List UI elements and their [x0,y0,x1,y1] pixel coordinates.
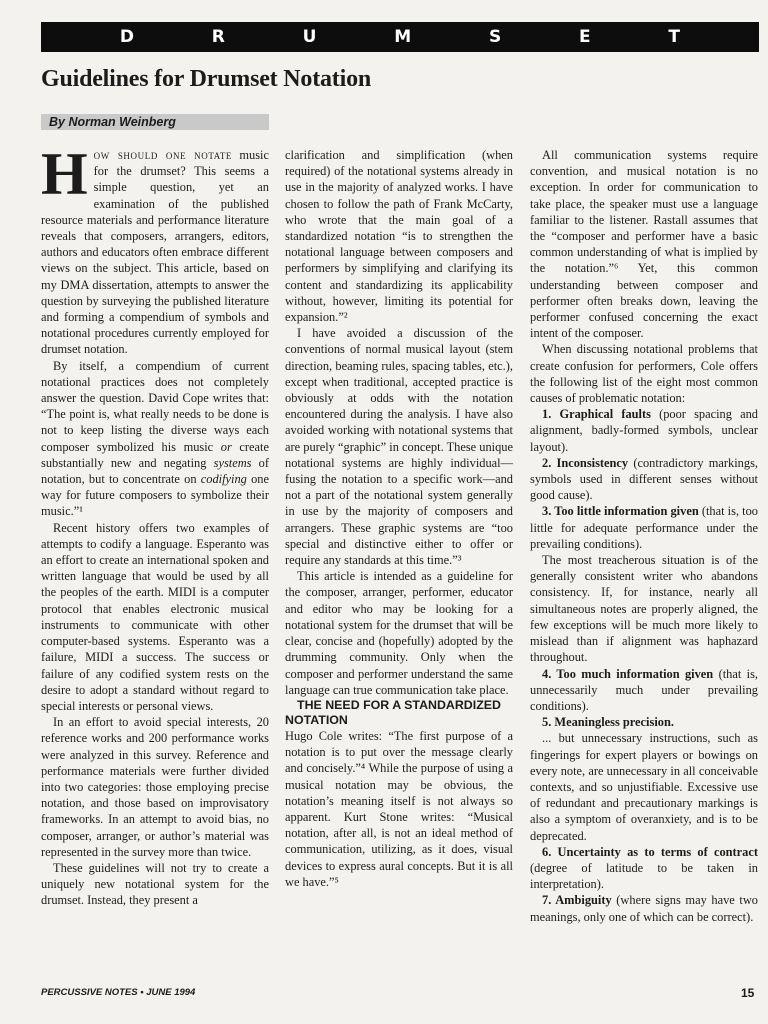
paragraph: This article is intended as a guideline for the composer, arranger, performer, educator and editor who may be looking for a notational system for the drumset that will be clear, concise and (hopefully) adopted by the drumming community. Only when the composer and performer understand the same language can true communication take place. [285,569,513,697]
list-item [530,844,758,893]
column-1 [41,141,270,909]
list-item-head: 7. Ambiguity [542,893,612,908]
section-banner [41,22,759,52]
footer-publication: PERCUSSIVE NOTES • JUNE 1994 [41,987,196,998]
list-item-head: 2. Inconsistency [542,455,629,470]
banner-letter: D [119,27,135,47]
paragraph [41,141,269,358]
emphasis: or [220,439,232,454]
page-number: 15 [741,986,755,1000]
column-2 [285,147,513,890]
paragraph-text: create substantially new and negating [41,439,269,470]
list-item [530,455,758,504]
emphasis: systems [213,455,252,470]
banner-letter: S [488,27,502,47]
list-item [530,714,758,730]
banner-letter: R [211,27,225,47]
list-item-text: (contradictory markings, symbols used in different senses without good cause). [530,455,758,503]
list-item-text: (that is, too little for adequate performance under the prevailing conditions). [530,504,758,551]
list-item-text: (that is, unnecessarily much under prevailing conditions). [530,666,758,713]
paragraph-text: By itself, a compendium of current notational practices does not completely answer the question. David Cope writes that: “The point is, what really needs to be done is not to keep listing the diverse ways each composer symbolized his music [41,358,269,454]
list-item-text: (poor spacing and alignment, badly-formed symbols, unclear layout). [530,407,758,454]
banner-letter: M [394,27,412,47]
list-item [530,892,758,924]
paragraph: Hugo Cole writes: “The first purpose of a notation is to put over the message clearly and concisely.”⁴ While the purpose of using a musical notation may be obvious, the notation’s meaning itself is not always so apparent. Kurt Stone writes: “Musical notation, after all, is not an ideal method of communication, utilizing, as it does, visual devices to express aural concepts. But it is all we have.”⁵ [285,728,513,889]
paragraph: In an effort to avoid special interests, 20 reference works and 200 performance works were analyzed in this survey. Reference and performance materials were further divided into two categories: those employing precise notation, and those based on improvisatory frameworks. In an attempt to avoid bias, no composer, arranger, or author’s material was represented in the survey more than twice. [41,715,269,859]
list-item-head: 3. Too little information given [542,504,699,519]
list-item-head: 6. Uncertainty as to terms of contract [542,844,758,859]
paragraph-text: music for the drumset? This seems a simple question, yet an examination of the published resource materials and performance literature reveals that composers, arrangers, editors, authors and educators often embrace different views on the subject. This article, based on my DMA dissertation, attempts to answer the question by surveying the published literature and forming a compendium of symbols and notational procedures currently employed for drumset notation. [41,148,269,357]
byline: By Norman Weinberg [41,114,269,130]
list-item [530,406,758,455]
lead-in: ow should one notate [93,148,233,162]
paragraph-text: of notation, but to concentrate on [41,455,270,487]
paragraph: When discussing notational problems that create confusion for performers, Cole offers the following list of the eight most common causes of problematic notation: [530,342,758,406]
list-item [530,666,758,715]
list-item-head: 1. Graphical faults [542,407,651,422]
paragraph-text: one way for future composers to symbolize their music.”¹ [41,472,269,519]
banner-letter: E [579,27,591,47]
paragraph: I have avoided a discussion of the conventions of normal musical layout (stem direction, beaming rules, spacing tables, etc.), except when traditional, accepted practice is obviously at odds with the notation encountered during the analysis. I have also avoided working with notational systems that are purely “graphic” in concept. These unique notational systems are highly individual—fusing the notation to a specific work—and not a part of the notational system generally in use by the majority of composers and arrangers. These graphic systems are “too special and distinctive either to offer or require any standards at this time.”³ [285,326,513,568]
paragraph: Recent history offers two examples of attempts to codify a language. Esperanto was an effort to create an international spoken and written language that would be used by all the peoples of the earth. MIDI is a computer protocol that enables electronic musical instruments to communicate with other computer-based systems. Esperanto was a failure, MIDI a success. The success or failure of any codified system rests on the desire to adopt a standard without regard to special interests or personal views. [41,520,269,713]
list-item-text: (where signs may have two meanings, only one of which can be correct). [530,893,758,924]
paragraph: clarification and simplification (when required) of the notational systems already in use in the majority of analyzed works. I have chosen to follow the path of Frank McCarty, who wrote that the main goal of a standardized notation “is to strengthen the notational language between composers and performers by simplifying and clarifying its content and standardizing its applicability without, however, limiting its potential for expansion.”² [285,148,513,325]
article-title: Guidelines for Drumset Notation [41,66,372,92]
drop-cap: H [41,141,88,207]
list-item-head: 5. Meaningless precision. [542,715,674,730]
section-heading: THE NEED FOR A STANDARDIZED NOTATION [285,697,501,727]
list-item-text: (degree of latitude to be taken in interpretation). [530,860,758,892]
paragraph [41,358,269,520]
emphasis: codifying [200,472,247,487]
list-item [530,503,758,552]
banner-letter: T [668,27,681,47]
list-item-head: 4. Too much information given [542,666,714,681]
banner-letter: U [302,27,317,47]
paragraph: The most treacherous situation is of the generally consistent writer who abandons consistency. If, for instance, nearly all simultaneous notes are properly aligned, the few exceptions will be much more likely to mislead than if alignment was haphazard throughout. [530,553,758,665]
paragraph: All communication systems require convention, and musical notation is no exception. In order for communication to take place, the speaker must use a language familiar to the listener. Rastall assumes that the “composer and performer have a basic common understanding of what is implied by the notation.”⁶ Yet, this common understanding between composer and performer often breaks down, leaving the performer confused concerning the exact intent of the composer. [530,148,758,341]
paragraph: These guidelines will not try to create a uniquely new notational system for the drumset. Instead, they present a [41,860,269,908]
column-3 [530,147,758,925]
paragraph: ... but unnecessary instructions, such as fingerings for expert players or bowings on every note, are unnecessary in all conceivable contexts, and so unjustifiable. Excessive use of redundant and precautionary markings is also a symptom of overanxiety, and is to be deprecated. [530,731,758,843]
